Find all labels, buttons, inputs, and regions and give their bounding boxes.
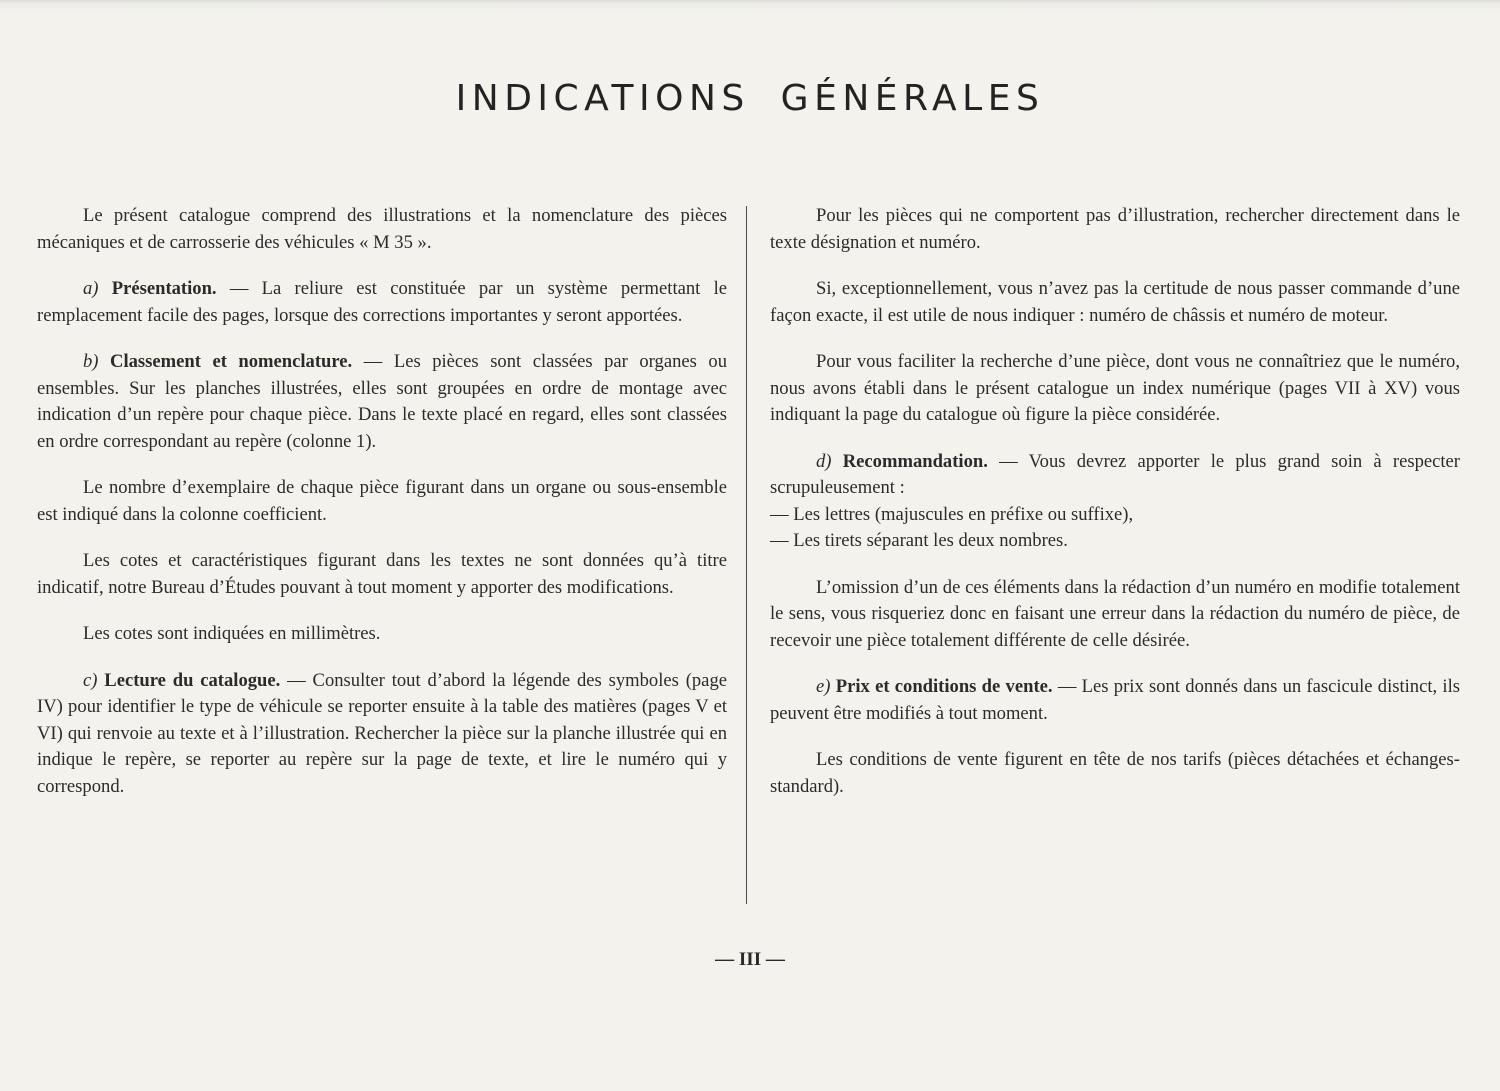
section-a-letter: a): [83, 278, 99, 299]
dash-item-hyphens: — Les tirets séparant les deux nombres.: [770, 530, 1068, 551]
section-d-heading: Recommandation.: [842, 450, 988, 472]
left-column: [37, 203, 727, 800]
millimetres-paragraph: Les cotes sont indiquées en millimètres.: [83, 623, 381, 644]
section-d-paragraph: [770, 449, 1460, 502]
right-column: [770, 203, 1460, 800]
omission-paragraph: L’omission d’un de ces éléments dans la rédaction d’un numéro en modifie totalement le sens, vous risqueriez donc en faisant une erreur dans la rédaction du numéro de pièce, de recevoir une pièce totalement différente de celle désirée.: [770, 576, 1460, 651]
section-b-letter: b): [83, 351, 99, 372]
dash-item-letters: — Les lettres (majuscules en préfixe ou suffixe),: [770, 503, 1134, 525]
section-e-paragraph: [770, 674, 1460, 727]
no-illustration-paragraph: Pour les pièces qui ne comportent pas d’illustration, rechercher directement dans le texte désignation et numéro.: [770, 205, 1460, 253]
section-d-letter: d): [816, 450, 832, 472]
section-e-text: — Les prix sont donnés dans un fascicule distinct, ils peuvent être modifiés à tout moment.: [770, 676, 1460, 724]
page-title: INDICATIONS GÉNÉRALES: [455, 78, 1045, 119]
section-c-letter: c): [83, 669, 98, 691]
section-b-text: — Les pièces sont classées par organes ou ensembles. Sur les planches illustrées, elles sont groupées en ordre de montage avec indication d’un repère pour chaque pièce. Dans le texte placé en regard, elles sont classées en ordre correspondant au repère (colonne 1).: [37, 351, 727, 452]
section-c-text: — Consulter tout d’abord la légende des symboles (page IV) pour identifier le type de véhicule se reporter ensuite à la table des matières (pages V et VI) qui renvoie au texte et à l’illustration. Rechercher la pièce sur la planche illustrée qui en indique le repère, se reporter au repère sur la page de texte, et lire le numéro qui y correspond.: [37, 669, 727, 797]
section-c-paragraph: [37, 668, 727, 801]
index-paragraph: Pour vous faciliter la recherche d’une pièce, dont vous ne connaîtriez que le numéro, nous avons établi dans le présent catalogue un index numérique (pages VII à XV) vous indiquant la page du catalogue où figure la pièce considérée.: [770, 351, 1460, 425]
section-c-heading: Lecture du catalogue.: [104, 669, 281, 691]
section-e-heading: Prix et conditions de vente.: [835, 676, 1053, 697]
section-a-paragraph: [37, 276, 727, 329]
section-a-text: — La reliure est constituée par un système permettant le remplacement facile des pages, lorsque des corrections importantes y seront apportées.: [37, 278, 727, 326]
coefficient-paragraph: Le nombre d’exemplaire de chaque pièce figurant dans un organe ou sous-ensemble est indiqué dans la colonne coefficient.: [37, 477, 727, 525]
section-b-heading: Classement et nomenclature.: [110, 351, 353, 372]
section-a-heading: Présentation.: [111, 278, 217, 299]
section-b-paragraph: [37, 349, 727, 455]
column-divider: [746, 206, 747, 904]
intro-paragraph: Le présent catalogue comprend des illustrations et la nomenclature des pièces mécaniques et de carrosserie des véhicules « M 35 ».: [37, 205, 727, 253]
page-number: — III —: [715, 949, 785, 970]
sale-conditions-paragraph: Les conditions de vente figurent en tête de nos tarifs (pièces détachées et échanges-standard).: [770, 749, 1460, 797]
section-d-text: — Vous devrez apporter le plus grand soin à respecter scrupuleusement :: [770, 450, 1460, 498]
section-e-letter: e): [816, 676, 831, 697]
exception-paragraph: Si, exceptionnellement, vous n’avez pas la certitude de nous passer commande d’une façon exacte, il est utile de nous indiquer : numéro de châssis et numéro de moteur.: [770, 278, 1460, 326]
dimensions-paragraph: Les cotes et caractéristiques figurant dans les textes ne sont données qu’à titre indicatif, notre Bureau d’Études pouvant à tout moment y apporter des modifications.: [37, 550, 727, 598]
